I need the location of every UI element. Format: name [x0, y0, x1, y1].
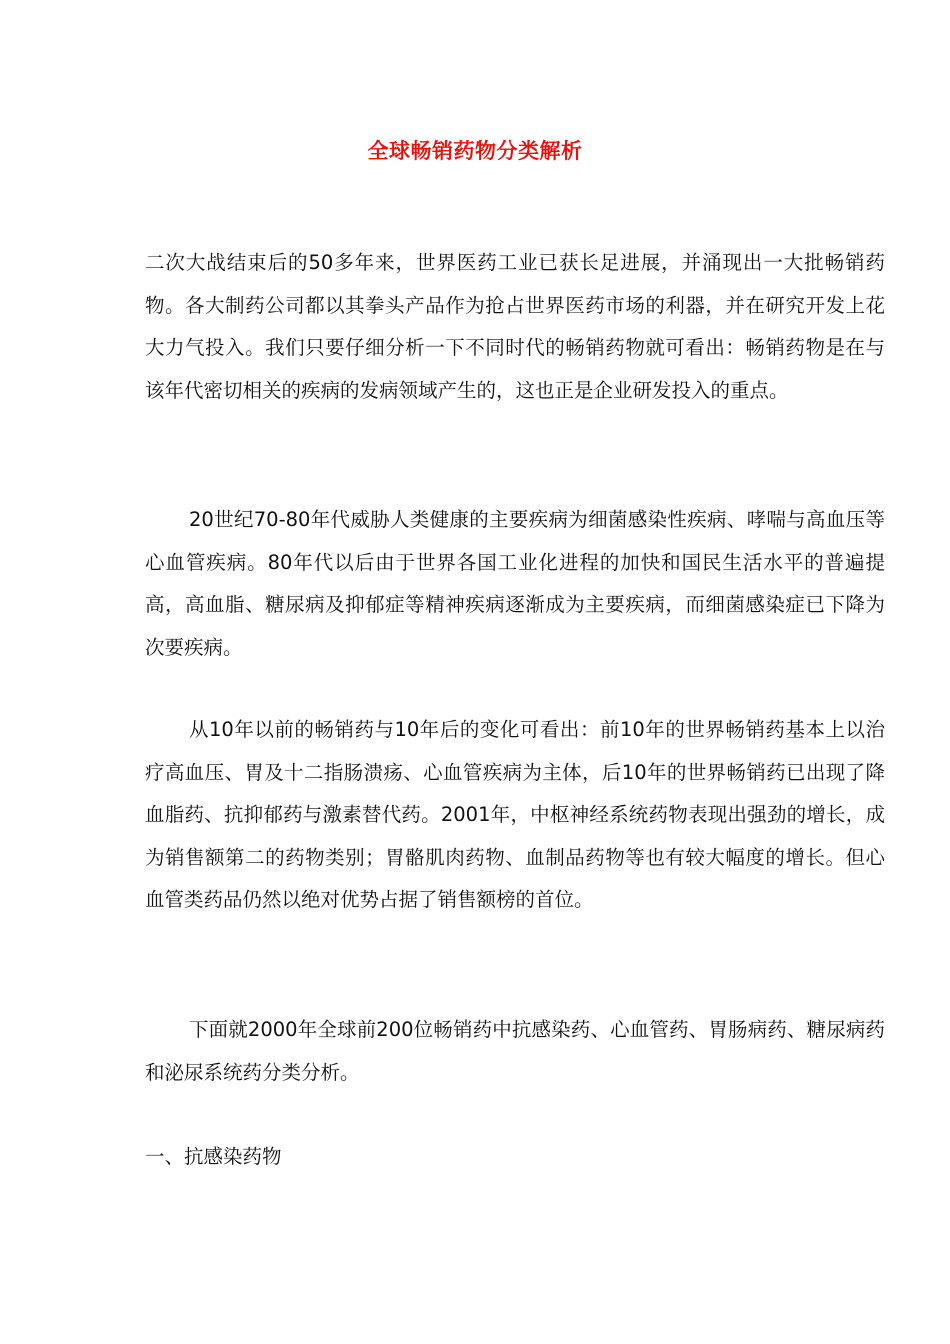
paragraph-intro: 二次大战结束后的50多年来，世界医药工业已获长足进展，并涌现出一大批畅销药物。各大制药公司都以其拳头产品作为抢占世界医药市场的利器，并在研究开发上花大力气投入。我们只要仔细分析一下不同时代的畅销药物就可看出：畅销药物是在与该年代密切相关的疾病的发病领域产生的，这也正是企业研发投入的重点。 [145, 251, 885, 402]
paragraph-bestseller-changes: 从10年以前的畅销药与10年后的变化可看出：前10年的世界畅销药基本上以治疗高血压、胃及十二指肠溃疡、心血管疾病为主体，后10年的世界畅销药已出现了降血脂药、抗抑郁药与激素替代药。2001年，中枢神经系统药物表现出强劲的增长，成为销售额第二的药物类别；胃骼肌肉药物、血制品药物等也有较大幅度的增长。但心血管类药品仍然以绝对优势占据了销售额榜的首位。 [145, 718, 885, 911]
paragraph-analysis-scope: 下面就2000年全球前200位畅销药中抗感染药、心血管药、胃肠病药、糖尿病药和泌尿系统药分类分析。 [145, 1018, 885, 1084]
document-title: 全球畅销药物分类解析 [367, 139, 583, 163]
paragraph-disease-trends: 20世纪70-80年代威胁人类健康的主要疾病为细菌感染性疾病、哮喘与高血压等心血管疾病。80年代以后由于世界各国工业化进程的加快和国民生活水平的普遍提高，高血脂、糖尿病及抑郁症等精神疾病逐渐成为主要疾病，而细菌感染症已下降为次要疾病。 [145, 508, 885, 659]
section-heading-anti-infective: 一、抗感染药物 [145, 1145, 282, 1168]
